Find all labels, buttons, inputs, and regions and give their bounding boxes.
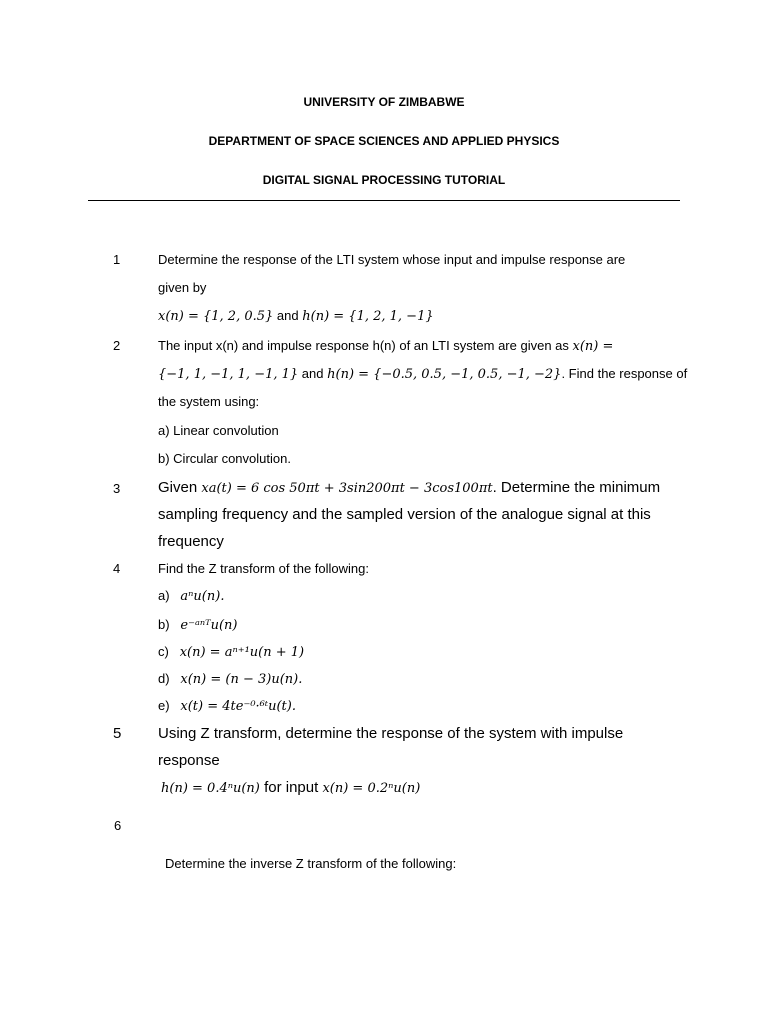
q5-x-equation: x(n) = 0.2ⁿu(n): [322, 781, 421, 796]
question-3-number: 3: [113, 481, 121, 496]
q2-and: and: [301, 366, 324, 381]
q4-b-expression: e⁻ᵃⁿᵀu(n): [180, 618, 238, 633]
header-university: UNIVERSITY OF ZIMBABWE: [303, 95, 465, 109]
q1-h-equation: h(n) = {1, 2, 1, −1}: [302, 309, 434, 324]
q4-b-label: b): [158, 617, 170, 632]
q4-c-expression: x(n) = aⁿ⁺¹u(n + 1): [179, 645, 305, 660]
question-2-line-3: the system using:: [158, 394, 260, 409]
question-4-item-b: [158, 617, 237, 633]
q3-equation: xa(t) = 6 cos 50πt + 3sin200πt − 3cos100πt: [201, 481, 493, 496]
question-2-line-2: [158, 366, 687, 382]
question-4-item-e: [158, 698, 296, 714]
question-4-item-d: [158, 671, 302, 687]
header-rule: [88, 200, 680, 201]
q5-h-equation: h(n) = 0.4ⁿu(n): [161, 781, 260, 796]
question-3-line-2: sampling frequency and the sampled version of the analogue signal at this: [158, 506, 651, 523]
header-tutorial: DIGITAL SIGNAL PROCESSING TUTORIAL: [262, 173, 506, 187]
question-1-number: 1: [113, 252, 121, 267]
q2-h-equation: h(n) = {−0.5, 0.5, −1, 0.5, −1, −2}: [327, 367, 562, 382]
q4-e-label: e): [158, 698, 170, 713]
q2-line-1-text: The input x(n) and impulse response h(n) of an LTI system are given as: [158, 338, 569, 353]
question-1-equations: [158, 308, 434, 324]
q1-and: and: [276, 308, 299, 323]
q4-a-expression: aⁿu(n).: [180, 589, 225, 604]
question-6-number: 6: [114, 818, 122, 833]
question-1-line-1: Determine the response of the LTI system whose input and impulse response are: [158, 252, 626, 267]
q3-line-1-tail: . Determine the minimum: [492, 479, 661, 496]
q5-for-input: for input: [264, 779, 319, 796]
q1-x-equation: x(n) = {1, 2, 0.5}: [158, 309, 274, 324]
question-4-number: 4: [113, 561, 121, 576]
q4-d-label: d): [158, 671, 170, 686]
question-5-line-1: Using Z transform, determine the response of the system with impulse: [158, 725, 624, 742]
q2-x-values: {−1, 1, −1, 1, −1, 1}: [158, 367, 299, 382]
question-2-item-a: a) Linear convolution: [158, 423, 279, 438]
question-4-item-a: [158, 588, 224, 604]
question-2-number: 2: [113, 338, 121, 353]
question-2-line-1: [158, 338, 613, 354]
question-4-item-c: [158, 644, 304, 660]
q4-e-expression: x(t) = 4te⁻⁰·⁶ᵗu(t).: [180, 699, 296, 714]
question-4-line-1: Find the Z transform of the following:: [158, 561, 369, 576]
question-5-line-2: response: [158, 752, 220, 769]
q4-a-label: a): [158, 588, 170, 603]
q3-given: Given: [158, 479, 198, 496]
question-1-line-2: given by: [158, 280, 207, 295]
question-5-line-3: [161, 779, 420, 796]
question-3-line-3: frequency: [158, 533, 224, 550]
question-5-number: 5: [113, 725, 122, 742]
question-6-line-1: Determine the inverse Z transform of the following:: [165, 856, 457, 871]
q4-d-expression: x(n) = (n − 3)u(n).: [180, 672, 303, 687]
q2-x-equation-start: x(n) =: [572, 339, 614, 354]
question-2-item-b: b) Circular convolution.: [158, 451, 291, 466]
header-department: DEPARTMENT OF SPACE SCIENCES AND APPLIED PHYSICS: [208, 134, 560, 148]
q2-line-2-tail: . Find the response of: [561, 366, 688, 381]
question-3-line-1: [158, 479, 660, 496]
q4-c-label: c): [158, 644, 169, 659]
